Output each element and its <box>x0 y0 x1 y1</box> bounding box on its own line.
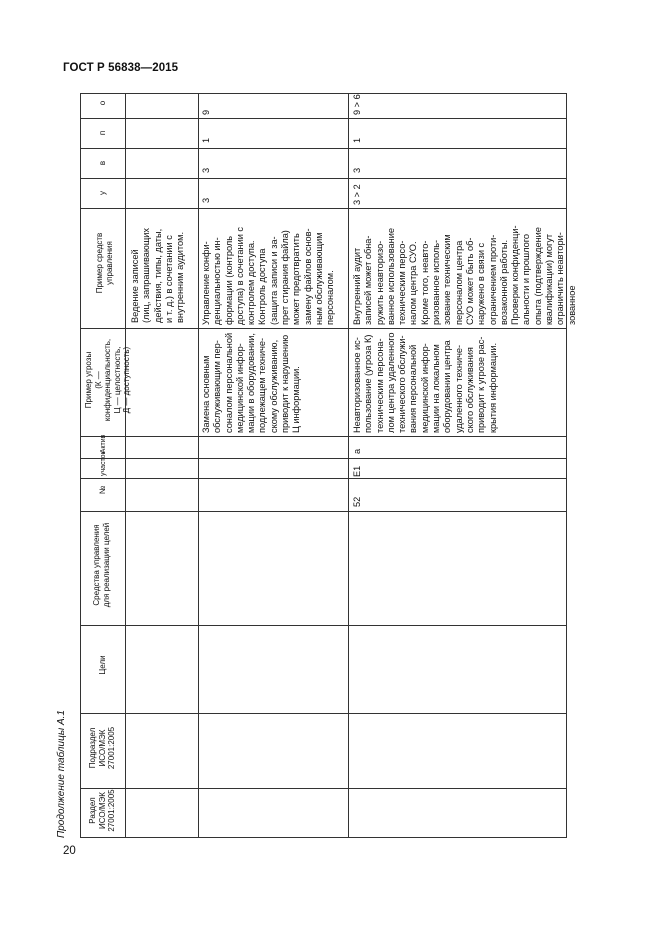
page-number: 20 <box>63 845 76 857</box>
row3-control: Внутренний аудит записей может обна- ружить неавторизо- ванное использование техническим персо- налом центра СУО. Кроме того, неавто- ризованное исполь- зование техническим персоналом центра СУО может быть об- наружено в связи с ограничением проти- возаконной работы. Проверки конфиденци- альности и прошлого опыта (подтверждение квалификации) могут ограничить неавтори- зованное <box>352 225 577 325</box>
header-participant: участок <box>100 451 107 476</box>
row3-threat: Неавторизованное ис- пользование (угроза К) техническим персона- лом центра удаленного технического обслужи- вания персональной медицинской инфор- мации на локальном оборудовании центра удаленного техниче- ского обслуживания приводит к угрозе рас- крытия информации. <box>352 332 498 433</box>
row1-control: Ведение записей (лиц, запрашивающих действия, типы, даты, и т. д.) в сочетании с внутренним аудитом. <box>130 227 186 323</box>
row2-u: 3 <box>201 197 211 203</box>
header-means: Средства управления для реализации целей <box>92 522 111 608</box>
header-subsection: Подраздел ИСО/МЭК 27001:2005 <box>88 726 117 770</box>
row2-v: 3 <box>201 167 211 173</box>
header-control: Пример средств управления <box>95 232 114 294</box>
page-header: ГОСТ Р 56838—2015 <box>63 62 179 74</box>
header-threat: Пример угрозы (К — конфиденциальность, Ц — целостность, Д — доступность) <box>84 338 132 422</box>
row3-num: 52 <box>352 496 362 507</box>
row2-o: 9 <box>201 109 211 115</box>
row3-o: 9 > 6 <box>352 94 362 115</box>
header-section: Раздел ИСО/МЭК 27001:2005 <box>88 789 117 832</box>
row2-threat: Замена основным обслуживающим пер- соналом персональной медицинской инфор- мации в оборудовании, подлежащем техниче- скому обслуживанию, приводит к нарушению Ц информации. <box>201 332 302 433</box>
row3-p: 1 <box>352 137 362 143</box>
header-num: № <box>98 485 107 495</box>
row3-u: 3 > 2 <box>352 184 362 205</box>
row3-asset: а <box>352 448 362 454</box>
row3-v: 3 <box>352 167 362 173</box>
row2-p: 1 <box>201 137 211 143</box>
header-goals: Цели <box>98 655 107 675</box>
row2-control: Управление конфи- денциальностью ин- формации (контроль доступа) в сочетании с контролем доступа. Контроль доступа (защита записи и за- прет стирания файла) может предотвратить замену файлов основ- ным обслуживающим персоналом. <box>201 227 336 325</box>
table <box>80 93 577 838</box>
header-u: у <box>98 191 107 195</box>
header-p: п <box>98 130 107 136</box>
continuation-note: Продолжение таблицы А.1 <box>56 710 67 838</box>
header-asset: Актив <box>100 434 107 454</box>
header-o: о <box>98 100 107 106</box>
row3-participant: Е1 <box>352 465 362 477</box>
header-v: в <box>98 160 107 166</box>
